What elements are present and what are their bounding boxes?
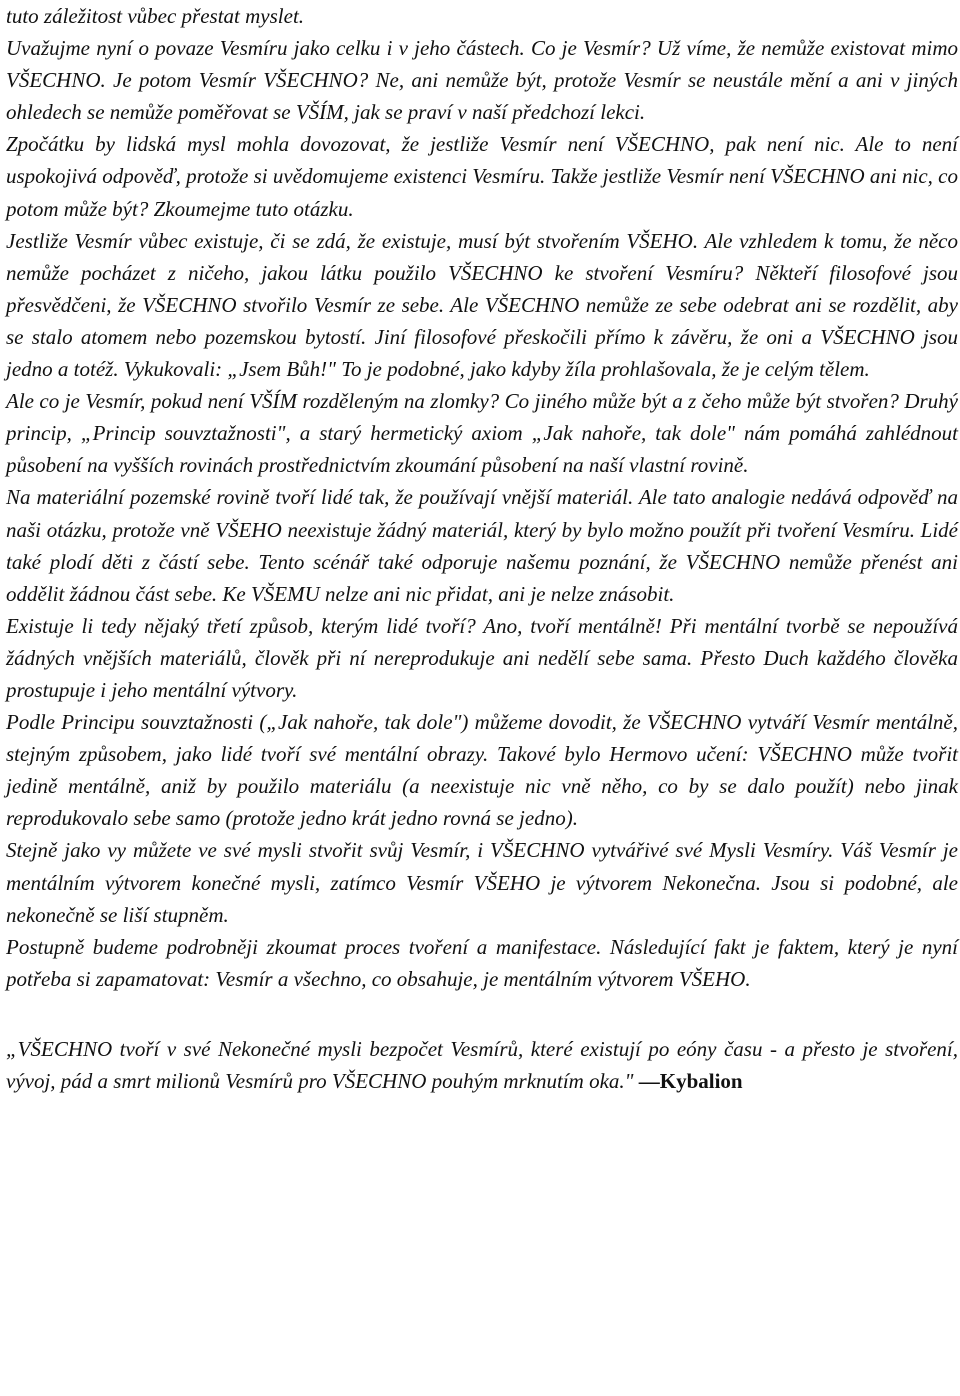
quote-dash: — xyxy=(638,1069,660,1093)
paragraph-5: Ale co je Vesmír, pokud není VŠÍM rozděleným na zlomky? Co jiného může být a z čeho může být stvořen? Druhý princip, „Princip souvztažnosti", a starý hermetický axiom „Jak nahoře, tak dole" nám pomáhá zahlédnout působení na vyšších rovinách prostřednictvím zkoumání působení na naší vlastní rovině. xyxy=(6,389,958,478)
quote-author: Kybalion xyxy=(659,1069,743,1093)
quote-text: „VŠECHNO tvoří v své Nekonečné mysli bezpočet Vesmírů, které existují po eóny času - a přesto je stvoření, vývoj, pád a smrt milionů Vesmírů pro VŠECHNO pouhým mrknutím oka." xyxy=(6,1036,958,1093)
paragraph-10: Postupně budeme podrobněji zkoumat proces tvoření a manifestace. Následující fakt je faktem, který je nyní potřeba si zapamatovat: Vesmír a všechno, co obsahuje, je mentálním výtvorem VŠEHO. xyxy=(6,934,958,991)
document-page xyxy=(6,0,958,1097)
paragraph-spacer xyxy=(6,995,958,1033)
kybalion-quote xyxy=(6,1033,958,1097)
paragraph-6: Na materiální pozemské rovině tvoří lidé tak, že používají vnější materiál. Ale tato analogie nedává odpověď na naši otázku, protože vně VŠEHO neexistuje žádný materiál, který by bylo možno použít při tvoření Vesmíru. Lidé také plodí děti z částí sebe. Tento scénář také odporuje našemu poznání, že VŠECHNO nemůže přenést ani oddělit žádnou část sebe. Ke VŠEMU nelze ani nic přidat, ani je nelze znásobit. xyxy=(6,485,958,606)
paragraph-9: Stejně jako vy můžete ve své mysli stvořit svůj Vesmír, i VŠECHNO vytvářivé své Mysli Vesmíry. Váš Vesmír je mentálním výtvorem konečné mysli, zatímco Vesmír VŠEHO je výtvorem Nekonečna. Jsou si podobné, ale nekonečně se liší stupněm. xyxy=(6,838,958,927)
paragraph-4: Jestliže Vesmír vůbec existuje, či se zdá, že existuje, musí být stvořením VŠEHO. Ale vzhledem k tomu, že něco nemůže pocházet z ničeho, jakou látku použilo VŠECHNO ke stvoření Vesmíru? Někteří filosofové jsou přesvědčeni, že VŠECHNO stvořilo Vesmír ze sebe. Ale VŠECHNO nemůže ze sebe odebrat ani se rozdělit, aby se stalo atomem nebo pozemskou bytostí. Jiní filosofové přeskočili přímo k závěru, že oni a VŠECHNO jsou jedno a totéž. Vykukovali: „Jsem Bůh!" To je podobné, jako kdyby žíla prohlašovala, že je celým tělem. xyxy=(6,228,958,382)
paragraph-7: Existuje li tedy nějaký třetí způsob, kterým lidé tvoří? Ano, tvoří mentálně! Při mentální tvorbě se nepoužívá žádných vnějších materiálů, člověk při ní nereprodukuje ani nedělí sebe sama. Přesto Duch každého člověka prostupuje i jeho mentální výtvory. xyxy=(6,613,958,702)
paragraph-3: Zpočátku by lidská mysl mohla dovozovat, že jestliže Vesmír není VŠECHNO, pak není nic. Ale to není uspokojivá odpověď, protože si uvědomujeme existenci Vesmíru. Takže jestliže Vesmír není VŠECHNO ani nic, co potom může být? Zkoumejme tuto otázku. xyxy=(6,132,958,221)
paragraph-8: Podle Principu souvztažnosti („Jak nahoře, tak dole") můžeme dovodit, že VŠECHNO vytváří Vesmír mentálně, stejným způsobem, jako lidé tvoří své mentální obrazy. Takové bylo Hermovo učení: VŠECHNO může tvořit jedině mentálně, aniž by použilo materiálu (a neexistuje nic vně něho, co by se dalo použít) nebo jinak reprodukovalo sebe samo (protože jedno krát jedno rovná se jedno). xyxy=(6,710,958,831)
paragraph-1: tuto záležitost vůbec přestat myslet. xyxy=(6,4,305,28)
paragraph-2: Uvažujme nyní o povaze Vesmíru jako celku i v jeho částech. Co je Vesmír? Už víme, že nemůže existovat mimo VŠECHNO. Je potom Vesmír VŠECHNO? Ne, ani nemůže být, protože Vesmír se neustále mění a ani v jiných ohledech se nemůže poměřovat se VŠÍM, jak se praví v naší předchozí lekci. xyxy=(6,36,958,125)
